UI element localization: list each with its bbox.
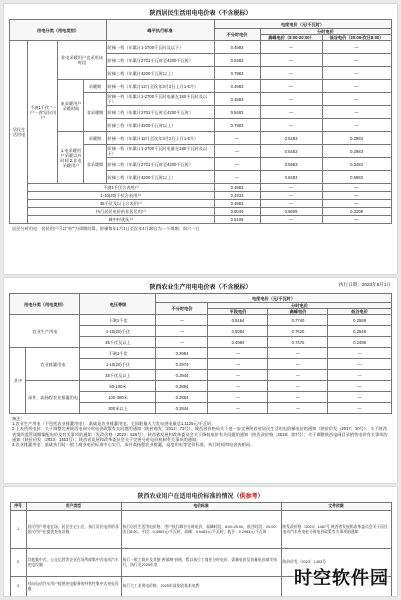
watermark: 时空软件园 [294, 568, 389, 588]
heat-period: 采暖期 [84, 132, 106, 145]
high-price: — [268, 381, 328, 392]
agri-table-title [4, 282, 397, 291]
high-price: — [268, 359, 328, 370]
col-doc: 文件依据 [281, 503, 391, 511]
mid-price: — [208, 403, 268, 414]
flat-price: 0.2894 [156, 381, 208, 392]
table-row: 城中村优抚户 [28, 216, 214, 224]
high-price: — [268, 370, 328, 381]
row-no: 1 [10, 511, 26, 549]
table-row: 1-10(20)千伏 [80, 326, 156, 337]
row-doc: 陕价价发〔2023〕1453号 [281, 549, 391, 577]
mid-price: 0.5164 [208, 315, 268, 326]
flat-price: 0.7983 [214, 67, 260, 80]
low-price: — [328, 359, 391, 370]
peak-price: — [260, 93, 322, 106]
col-tou: 分时电价 [208, 303, 391, 309]
valley-price: — [322, 106, 391, 119]
note-line: 1.农业生产用电（不包括农业排灌用电）：基础是农业排灌用电；全国限量火力发电供电量总1.1125元/千瓦时。 [12, 421, 216, 427]
table-row: 35千伏及以上合表用户 [28, 200, 214, 208]
row-price: 执行一般工商业及其他“两部制”价格，暂以执行工商业分时电价，需量电价及容量电价减半执行，执行至2025年底 [121, 549, 281, 577]
table-row: 阶梯一档（年累计1-2700千瓦时及以下） [106, 41, 214, 54]
heat-period: 采暖期 [84, 80, 106, 93]
col-class: 用电分类（用电类别） [10, 20, 106, 41]
agri-date: 执行日期：2023年6月1日 [338, 282, 391, 287]
agri-notes [4, 414, 397, 449]
residential-price-table [9, 19, 391, 224]
col-kind: 用户类型 [26, 503, 121, 511]
valley-price: — [322, 216, 391, 224]
valley-price: 0.3109 [322, 208, 391, 216]
valley-price: — [322, 93, 391, 106]
table-row: 阶梯一档（年累计12月至次年3月2日上月1-6月） [106, 80, 214, 93]
col-flat: 不分时电价 [156, 303, 208, 315]
note-line: 3.农业排灌用电：基础执行时一般工商业电价标准中心实行，深井高扬程农业排灌，高度用电等定价标准，执行时间和电价表相同。 [12, 442, 255, 448]
valley-price: — [322, 41, 391, 54]
col-low: 低谷电价 [328, 309, 391, 315]
flat-price: — [214, 145, 260, 158]
residential-table-title: 陕西居民生活用电电价表（不含税标） [149, 11, 252, 17]
peak-price: — [260, 106, 322, 119]
row-kind: 其他集中式、公交运营等企业在场所或集中式电动汽车充电设施 [26, 549, 121, 577]
sub-irrigation: 农业排灌用电 [26, 348, 80, 381]
table-row: 300米以上 [80, 403, 156, 414]
table-row: 100-300米 [80, 392, 156, 403]
peak-price: 0.5483 [260, 132, 322, 145]
high-price: — [268, 392, 328, 403]
table-row: 不满1千伏 [80, 315, 156, 326]
valley-price: 0.2983 [322, 145, 391, 158]
cat-resident: 居民生活用电 [10, 41, 28, 224]
high-price: — [268, 403, 328, 414]
agri-price-sheet [4, 278, 397, 483]
flat-price: — [156, 337, 208, 348]
non-heat-period: 非采暖期 [84, 145, 106, 184]
flat-price: 0.2944 [156, 370, 208, 381]
col-peak: 高峰电价（8:00-20:00） [260, 35, 322, 41]
valley-price: — [322, 67, 391, 80]
low-price: — [328, 403, 391, 414]
table-row: 执行居民电价的非居民用户 [28, 208, 214, 216]
valley-price: — [322, 54, 391, 67]
col-exec: 峰平执行标准 [106, 20, 214, 41]
table-row: 1-10(20)千伏 [80, 359, 156, 370]
table-row: 阶梯一档（年累计12月至次年3月2日上月1-6月） [106, 132, 214, 145]
mid-price: 0.5084 [208, 326, 268, 337]
valley-price: 0.3483 [322, 158, 391, 171]
valley-price: — [322, 184, 391, 192]
flat-price: 0.4983 [214, 184, 260, 192]
col-unit: 电度电价（元/千瓦时） [214, 20, 391, 29]
note-heading: 备注： [12, 416, 25, 421]
valley-price: 0.5983 [322, 171, 391, 184]
table-row: 不满1千伏 [80, 348, 156, 359]
flat-price: 0.2994 [156, 348, 208, 359]
peak-price: — [260, 192, 322, 200]
flat-price: 0.2974 [156, 359, 208, 370]
agri-price-table [9, 293, 391, 414]
col-high: 高峰电价 [268, 309, 328, 315]
valley-price: — [322, 192, 391, 200]
charging-title-text: 陕西农业用户在适用电价标准的情况（ [137, 494, 240, 500]
table-row: 阶梯一档（年累计1-2700千瓦时电量在180千瓦时及以下） [106, 145, 214, 158]
table-row: 阶梯三档（年累计4200千瓦时以上） [106, 67, 214, 80]
valley-price: — [322, 200, 391, 208]
flat-price: — [156, 326, 208, 337]
low-price: 0.2588 [328, 315, 391, 326]
mid-price: — [208, 381, 268, 392]
peak-price: — [260, 80, 322, 93]
flat-price: — [214, 132, 260, 145]
cat-other: 其中 [10, 348, 26, 414]
peak-price: — [260, 119, 322, 132]
valley-price: 0.2983 [322, 132, 391, 145]
sub-single-meter: 不满1千伏 “一户一表”居民用户 [28, 41, 58, 184]
flat-price: 0.4983 [214, 41, 260, 54]
group-electric-heating: 电采暖用户采暖时间 [58, 80, 84, 132]
flat-price: 0.4983 [214, 200, 260, 208]
low-price: — [328, 370, 391, 381]
peak-price: 0.8483 [260, 171, 322, 184]
table-row: 35千伏及以上 [80, 370, 156, 381]
sub-deep-well: 深井、高扬程农业排灌用电 [26, 381, 80, 414]
table-row: 35千伏及以上 [80, 337, 156, 348]
table-row: 阶梯三档（年累计4200千瓦时以上） [106, 171, 214, 184]
flat-price: — [156, 315, 208, 326]
charging-title-tag: 供参考 [239, 494, 258, 500]
col-class: 用电分类（用电类别） [10, 294, 80, 315]
col-price: 电价标准 [121, 503, 281, 511]
low-price: 0.2498 [328, 337, 391, 348]
mid-price: — [208, 359, 268, 370]
flat-price: 0.5483 [214, 106, 260, 119]
flat-price: 0.2864 [156, 392, 208, 403]
flat-price: 0.5483 [214, 54, 260, 67]
row-no: 3 [10, 577, 26, 597]
row-kind: 对向电动汽车用户提供充电服务的经营性集中式充电设施 [26, 577, 121, 597]
low-price: — [328, 348, 391, 359]
row-price: 执行大工业用电价格，2025年前免收基本电费 [121, 577, 281, 597]
row-price: 执行居民生活用电价格，用户执行峰谷分时电价，高峰时段：8:00-20:00，低谷时段：20:00-次日8:00，平段：0.4983元/千瓦时，高峰：0.5483元/千瓦时，低谷：0.2983元/千瓦时 [121, 511, 281, 549]
residential-price-sheet [4, 4, 397, 274]
cat-agri: 农业生产用电 [10, 315, 80, 348]
note-line: 2.上表所列电价：关于调整完善陕西电网分时电价政策有关问题的通知（陕价商发〔2012〕73号）；陕西省价格局关于进一步完善陕西省居民生活用电阶梯电价的通知（陕价价发〔2017〕10号）；关于陕西省第四监管周期输配电价及有关事项的通知〔发改价格〔2023〕526号〕，陕西省发展和改革委员会关于降低电价有关问题的通知（陕发改价格〔2019〕第7号）；关于调整陕西电网目录销售电价有关事项的通知（陕价价发〔2023〕1453号）；陕西省发展和改革委员会关于完善分时电价机制有关事项的通知。 [12, 426, 388, 442]
peak-price: — [260, 41, 322, 54]
peak-price: 0.5609 [260, 208, 322, 216]
row-no: 2 [10, 549, 26, 577]
col-valley: 低谷电价（20:00-次日8:00） [322, 35, 391, 41]
mid-price: — [208, 348, 268, 359]
peak-price: — [260, 54, 322, 67]
flat-price: 0.4933 [214, 192, 260, 200]
table-row: 阶梯二档（年累计2701千瓦时至4200千瓦时） [106, 158, 214, 171]
col-mid: 平段电价 [208, 309, 268, 315]
charging-table-title [4, 491, 397, 500]
col-tou: 分时电价 [260, 29, 391, 35]
flat-price: 0.7983 [214, 119, 260, 132]
row-doc: 陕发改价格〔2023〕1487号 陕西省发展和改革委员会关于居民电动汽车充电桩分时电价政策有关事项的通知 [281, 511, 391, 549]
high-price: — [268, 348, 328, 359]
group-non-heating: 非电采暖用户也采用该时段 [58, 41, 106, 80]
low-price: — [328, 392, 391, 403]
flat-price: — [214, 171, 260, 184]
peak-price: — [260, 67, 322, 80]
mid-price: — [208, 392, 268, 403]
low-price: — [328, 381, 391, 392]
peak-price: — [260, 216, 322, 224]
high-price: 0.7470 [268, 337, 328, 348]
table-row: 阶梯一档（年累计1-2700千瓦时电量在180千瓦时及以下） [106, 93, 214, 106]
valley-price: — [322, 119, 391, 132]
flat-price: 0.5049 [214, 208, 260, 216]
table-row: 阶梯二档（年累计2701千瓦时至4200千瓦时） [106, 54, 214, 67]
flat-price: 0.5109 [214, 216, 260, 224]
flat-price: 0.4983 [214, 80, 260, 93]
table-row: 不满1千伏合表用户 [28, 184, 214, 192]
peak-price: 0.5983 [260, 158, 322, 171]
high-price: 0.7740 [268, 315, 328, 326]
row-kind: 居民用户用电在场，居民住宅小区，执行居民电价的非居民用户在提供充电设施 [26, 511, 121, 549]
col-no: 序号 [10, 503, 26, 511]
table-row: 阶梯二档（年累计2701千瓦时至4200千瓦时） [106, 106, 214, 119]
residential-note: 居民分时用电：居民用户可以“单”“为周期结算，阶梯每年1月1日至次年4月30日为一个周期；周六一日 [12, 226, 200, 231]
group-other: 1.电采暖用户采暖以外时间 2.非电采暖用户 [58, 132, 84, 184]
table-row: 阶梯三档（年累计4200千瓦时以上） [106, 119, 214, 132]
mid-price: — [208, 370, 268, 381]
non-heat-period: 非采暖期 [84, 93, 106, 132]
low-price: 0.2548 [328, 326, 391, 337]
peak-price: 0.5483 [260, 145, 322, 158]
flat-price: — [214, 158, 260, 171]
col-flat: 不分时电价 [214, 29, 260, 41]
valley-price: — [322, 80, 391, 93]
mid-price: 0.4984 [208, 337, 268, 348]
peak-price: — [260, 184, 322, 192]
flat-price: 0.4983 [214, 93, 260, 106]
charging-title-end: ） [257, 494, 264, 500]
high-price: 0.7620 [268, 326, 328, 337]
col-unit: 电度电价（元/千瓦时） [156, 294, 391, 303]
peak-price: — [260, 200, 322, 208]
table-row: 50-100米 [80, 381, 156, 392]
table-row: 1-10(20)千伏合表用户 [28, 192, 214, 200]
agri-title-text: 陕西农业生产用电电价表（不含税标） [149, 285, 252, 291]
flat-price: 0.2844 [156, 403, 208, 414]
col-volt: 电压等级 [80, 294, 156, 315]
